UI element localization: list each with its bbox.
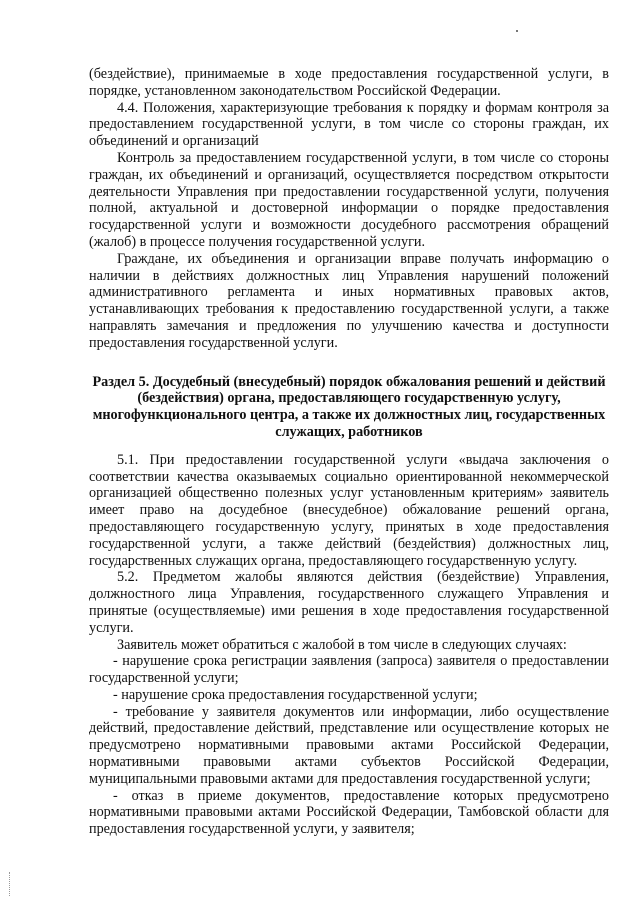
paragraph-cases-intro: Заявитель может обратиться с жалобой в том числе в следующих случаях: xyxy=(117,636,567,653)
paragraph-citizens: Граждане, их объединения и организации вправе получать информацию о наличии в действиях должностных лиц Управления нарушений положений административного регламента и иных нормативных правовых актов, устанавливающих требования к предоставлению государственной услуги, а также направлять замечания и предложения по улучшению качества и доступности предоставления государственной услуги. xyxy=(89,250,609,351)
paragraph-subsection-4-4-heading: 4.4. Положения, характеризующие требования к порядку и формам контроля за предоставлением государственной услуги, в том числе со стороны граждан, их объединений и организаций xyxy=(89,99,609,150)
paragraph-5-1: 5.1. При предоставлении государственной услуги «выдача заключения о соответствии качества оказываемых социально ориентированной некоммерческой организацией общественно полезных услуг установленным критериям» заявитель имеет право на досудебное (внесудебное) обжалование решений органа, предоставляющего государственную услугу, принятых в ходе предоставления государственной услуги, а также действий (бездействия) должностных лиц, государственных служащих органа, предоставляющего государственную услугу. xyxy=(89,451,609,569)
scan-margin-mark xyxy=(9,872,11,896)
paragraph-continuation: (бездействие), принимаемые в ходе предоставления государственной услуги, в порядке, установленном законодательством Российской Федерации. xyxy=(89,66,609,99)
document-page xyxy=(89,66,609,838)
scan-artifact-dot xyxy=(516,30,518,32)
list-item-case: - отказ в приеме документов, предоставление которых предусмотрено нормативными правовыми актами Российской Федерации, Тамбовской области для предоставления государственной услуги, у заявителя; xyxy=(89,787,609,838)
list-item-case: - нарушение срока предоставления государственной услуги; xyxy=(113,686,478,703)
list-item-case: - требование у заявителя документов или информации, либо осуществление действий, предоставление действий, представление или осуществление которых не предусмотрено нормативными правовыми актами Российской Федерации, нормативными правовыми актами субъектов Российской Федерации, муниципальными правовыми актами для предоставления государственной услуги; xyxy=(89,703,609,787)
list-item-case: - нарушение срока регистрации заявления (запроса) заявителя о предоставлении государственной услуги; xyxy=(89,653,609,687)
section-5-heading: Раздел 5. Досудебный (внесудебный) порядок обжалования решений и действий (бездействия) органа, предоставляющего государственную услугу, многофункционального центра, а также их должностных лиц, государственных служащих, работников xyxy=(92,373,606,440)
paragraph-control: Контроль за предоставлением государственной услуги, в том числе со стороны граждан, их объединений и организаций, осуществляется посредством открытости деятельности Управления при предоставлении государственной услуги, получения полной, актуальной и достоверной информации о порядке предоставления государственной услуги и возможности досудебного рассмотрения обращений (жалоб) в процессе получения государственной услуги. xyxy=(89,149,609,250)
paragraph-5-2: 5.2. Предметом жалобы являются действия (бездействие) Управления, должностного лица Управления, государственного служащего Управления и принятые (осуществляемые) ими решения в ходе предоставления государственной услуги. xyxy=(89,569,609,636)
